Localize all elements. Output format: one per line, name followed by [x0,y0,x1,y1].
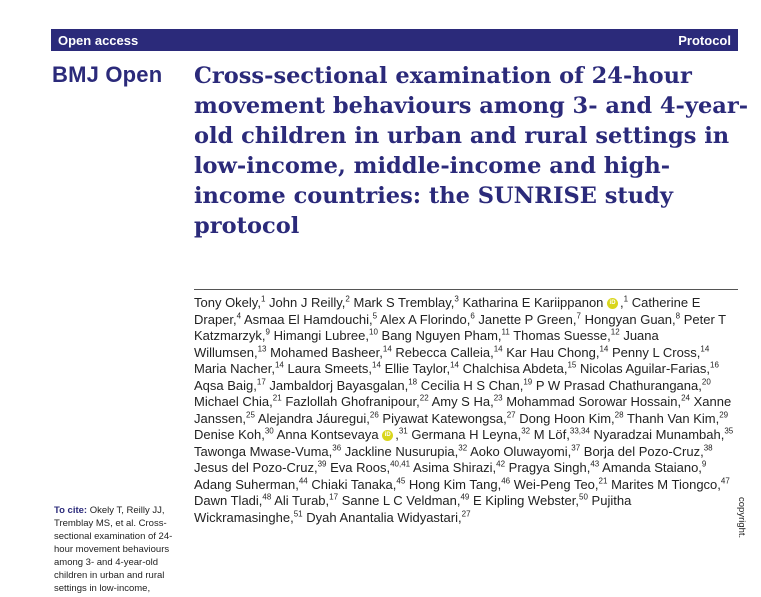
author-entry: Bang Nguyen Pham,$^{11}$ [381,327,510,343]
author-entry: Katharina E Kariippanon iD ,$^1$ [462,294,629,310]
author-name: Ali Turab [274,493,326,508]
affiliation-number: 14 [274,360,284,370]
author-entry: Amy S Ha,$^{23}$ [431,393,503,409]
affiliation-number: 32 [458,443,468,453]
author-name: Sanne L C Veldman [341,493,457,508]
author-entry: Dyah Anantalia Widyastari,$^{27}$ [306,509,471,525]
affiliation-number: 7 [576,311,581,321]
author-entry: Aoko Oluwayomi,$^{37}$ [470,443,581,459]
affiliation-number: 24 [681,393,690,403]
author-name: Dawn Tladi [194,493,259,508]
affiliation-number: 33,34 [569,426,590,436]
affiliation-number: 16 [710,360,719,370]
author-entry: Juana Willumsen,$^{13}$ [194,328,659,360]
author-name: Borja del Pozo-Cruz [583,443,701,459]
author-entry: M Löf,$^{33,34}$ [533,426,590,442]
citation-text: Okely T, Reilly JJ, Tremblay MS, et al. Cross-sectional examination of 24-hour movement behaviours among 3- and 4-year-old children in urban and rural settings in low-income, [54,505,173,594]
affiliation-number: 20 [701,377,711,387]
affiliation-number: 31 [398,426,408,436]
affiliation-number: 29 [719,410,729,420]
author-entry: Kar Hau Chong,$^{14}$ [506,344,609,360]
affiliation-number: 21 [598,476,608,486]
affiliation-number: 6 [470,311,475,321]
author-entry: Nyaradzai Munambah,$^{35}$ [593,426,734,442]
title-divider [194,289,738,290]
citation-label: To cite: [54,505,88,516]
author-name: Hongyan Guan [584,311,673,327]
author-name: P W Prasad Chathurangana [535,377,699,393]
affiliation-number: 51 [293,509,303,519]
author-entry: Cecilia H S Chan,$^{19}$ [420,377,533,393]
author-entry: Michael Chia,$^{21}$ [194,393,282,409]
affiliation-number: 2 [345,294,350,304]
affiliation-number: 11 [501,327,510,337]
author-name: Amanda Staiano [602,460,699,475]
author-entry: Ellie Taylor,$^{14}$ [384,360,459,376]
author-entry: Germana H Leyna,$^{32}$ [411,426,531,442]
author-list [194,295,734,526]
author-name: Xanne Janssen [194,394,732,426]
affiliation-number: 22 [419,393,429,403]
author-name: Tony Okely [194,295,258,310]
author-entry: Jesus del Pozo-Cruz,$^{39}$ [194,459,327,475]
author-entry: Jambaldorj Bayasgalan,$^{18}$ [269,377,418,393]
author-name: Germana H Leyna [411,427,518,442]
author-entry: Wei-Peng Teo,$^{21}$ [513,476,608,492]
author-name: E Kipling Webster [473,493,576,508]
affiliation-number: 4 [236,311,242,321]
author-name: John J Reilly [269,295,342,310]
author-entry: Asmaa El Hamdouchi,$^5$ [244,311,378,327]
protocol-label: Protocol [678,32,731,48]
affiliation-number: 23 [493,393,503,403]
affiliation-number: 15 [567,360,577,370]
author-name: Fazlollah Ghofranipour [285,394,417,409]
affiliation-number: 27 [461,509,471,519]
affiliation-number: 3 [454,294,459,304]
author-name: Laura Smeets [287,361,369,376]
affiliation-number: 14 [493,344,503,354]
author-entry: Thomas Suesse,$^{12}$ [513,327,620,343]
affiliation-number: 25 [246,410,255,420]
author-name: Aqsa Baig [194,377,254,393]
author-name: Pragya Singh [508,460,587,475]
author-name: Marites M Tiongco [611,476,718,492]
affiliation-number: 28 [614,410,624,420]
author-name: Eva Roos [330,460,387,475]
affiliation-number: 48 [262,492,272,502]
affiliation-number: 43 [590,459,600,469]
author-entry: Jackline Nusurupia,$^{32}$ [344,443,468,459]
author-entry: Alejandra Jáuregui,$^{26}$ [257,410,379,426]
author-entry: Chalchisa Abdeta,$^{15}$ [462,360,577,376]
author-name: Michael Chia [194,394,270,409]
author-entry: Mark S Tremblay,$^3$ [353,294,459,310]
author-entry: Dawn Tladi,$^{48}$ [194,492,272,508]
affiliation-number: 26 [369,410,379,420]
author-name: Catherine E Draper [194,295,701,327]
affiliation-number: 46 [501,476,511,486]
author-name: Peter T Katzmarzyk [194,311,726,343]
author-entry: Mohammad Sorowar Hossain,$^{24}$ [506,393,690,409]
affiliation-number: 50 [579,492,588,502]
author-entry: P W Prasad Chathurangana,$^{20}$ [535,377,711,393]
article-title: Cross-sectional examination of 24-hour movement behaviours among 3- and 4-year-old children in urban and rural settings in low-income, middle-income and high-income countries: the SUNRISE study protocol [194,63,749,239]
author-name: Mark S Tremblay [353,295,451,310]
author-name: Chalchisa Abdeta [462,361,564,376]
affiliation-number: 1 [260,294,266,304]
author-entry: Denise Koh,$^{30}$ [194,426,274,442]
author-name: Cecilia H S Chan [420,377,520,393]
author-entry: Laura Smeets,$^{14}$ [287,360,381,376]
affiliation-number: 39 [317,459,327,469]
article-type-banner [51,29,738,51]
affiliation-number: 44 [298,476,308,486]
affiliation-number: 21 [272,393,282,403]
author-name: Penny L Cross [612,344,697,360]
author-name: Jackline Nusurupia [344,443,455,459]
author-name: M Löf [533,427,567,442]
author-name: Nyaradzai Munambah [593,427,721,442]
author-entry: Xanne Janssen,$^{25}$ [194,394,732,426]
affiliation-number: 40,41 [390,459,411,469]
author-name: Anna Kontsevaya [276,427,379,442]
affiliation-number: 9 [265,327,270,337]
author-entry: Himangi Lubree,$^{10}$ [273,327,378,343]
author-entry: Rebecca Calleia,$^{14}$ [395,344,503,360]
author-name: Himangi Lubree [273,328,366,343]
affiliation-number: 12 [610,327,620,337]
author-name: Chiaki Tanaka [311,476,393,492]
affiliation-number: 42 [496,459,506,469]
author-name: Jesus del Pozo-Cruz [194,460,314,475]
author-name: Wei-Peng Teo [513,476,595,492]
affiliation-number: 14 [700,344,710,354]
author-entry: Janette P Green,$^7$ [478,311,581,327]
author-name: Amy S Ha [431,394,491,409]
author-entry: Piyawat Katewongsa,$^{27}$ [382,410,516,426]
author-entry: Peter T Katzmarzyk,$^9$ [194,311,726,343]
affiliation-number: 18 [408,377,418,387]
affiliation-number: 14 [599,344,609,354]
author-name: Denise Koh [194,427,262,442]
author-entry: Hong Kim Tang,$^{46}$ [408,476,511,492]
author-name: Piyawat Katewongsa [382,410,504,426]
open-access-label: Open access [58,32,139,48]
author-entry: Asima Shirazi,$^{42}$ [413,459,506,475]
author-name: Mohamed Basheer [270,344,380,360]
author-entry: Maria Nacher,$^{14}$ [194,360,284,376]
affiliation-number: 14 [382,344,392,354]
author-entry: Pujitha Wickramasinghe,$^{51}$ [194,493,632,525]
author-name: Nicolas Aguilar-Farias [579,361,707,376]
author-entry: Aqsa Baig,$^{17}$ [194,377,266,393]
author-name: Tawonga Mwase-Vuma [194,443,329,459]
author-entry: Penny L Cross,$^{14}$ [612,344,710,360]
affiliation-number: 36 [332,443,342,453]
affiliation-number: 5 [372,311,378,321]
author-entry: E Kipling Webster,$^{50}$ [473,492,588,508]
author-entry: Sanne L C Veldman,$^{49}$ [341,492,470,508]
author-name: Adang Suherman [194,476,296,492]
affiliation-number: 13 [257,344,267,354]
author-name: Juana Willumsen [194,328,659,360]
affiliation-number: 17 [329,492,339,502]
author-name: Aoko Oluwayomi [470,443,568,459]
affiliation-number: 30 [264,426,274,436]
author-name: Asmaa El Hamdouchi [244,311,370,327]
author-entry: Anna Kontsevaya iD ,$^{31}$ [276,426,408,442]
author-entry: Eva Roos,$^{40,41}$ [330,459,411,475]
citation-block [54,504,176,595]
author-name: Dyah Anantalia Widyastari [306,509,458,525]
author-entry: Alex A Florindo,$^6$ [380,311,475,327]
author-entry: Thanh Van Kim,$^{29}$ [626,410,729,426]
author-entry: Amanda Staiano,$^9$ [602,459,707,475]
affiliation-number: 1 [623,294,629,304]
affiliation-number: 35 [724,426,734,436]
author-name: Bang Nguyen Pham [381,328,498,343]
affiliation-number: 32 [521,426,531,436]
affiliation-number: 19 [523,377,533,387]
author-name: Maria Nacher [194,361,272,376]
author-entry: Pragya Singh,$^{43}$ [508,459,600,475]
author-entry: Tony Okely,$^1$ [194,294,266,310]
author-entry: Chiaki Tanaka,$^{45}$ [311,476,406,492]
copyright-side-text: copyright. [736,497,747,539]
affiliation-number: 14 [372,360,381,370]
affiliation-number: 14 [450,360,459,370]
affiliation-number: 37 [571,443,581,453]
affiliation-number: 17 [256,377,266,387]
orcid-icon[interactable]: iD [607,298,618,309]
author-name: Thomas Suesse [513,328,608,343]
author-name: Dong Hoon Kim [519,410,612,426]
affiliation-number: 10 [369,327,378,337]
affiliation-number: 8 [675,311,681,321]
affiliation-number: 45 [396,476,406,486]
affiliation-number: 49 [460,492,470,502]
author-name: Ellie Taylor [384,361,447,376]
orcid-icon[interactable]: iD [382,430,393,441]
author-name: Kar Hau Chong [506,344,596,360]
author-entry: Fazlollah Ghofranipour,$^{22}$ [285,393,429,409]
affiliation-number: 27 [506,410,516,420]
author-entry: Mohamed Basheer,$^{14}$ [270,344,392,360]
author-name: Pujitha Wickramasinghe [194,493,632,525]
author-name: Hong Kim Tang [408,476,498,492]
author-entry: Dong Hoon Kim,$^{28}$ [519,410,624,426]
author-name: Janette P Green [478,311,573,327]
author-name: Mohammad Sorowar Hossain [506,394,678,409]
author-entry: Nicolas Aguilar-Farias,$^{16}$ [579,360,719,376]
author-entry: Ali Turab,$^{17}$ [274,492,339,508]
author-entry: Adang Suherman,$^{44}$ [194,476,308,492]
journal-logo: BMJ Open [52,62,163,87]
author-name: Katharina E Kariippanon [462,295,604,310]
author-entry: John J Reilly,$^2$ [269,294,350,310]
affiliation-number: 9 [701,459,707,469]
author-entry: Marites M Tiongco,$^{47}$ [611,476,730,492]
author-name: Thanh Van Kim [626,410,716,426]
author-name: Alejandra Jáuregui [257,410,367,426]
author-name: Alex A Florindo [380,311,467,327]
author-entry: Tawonga Mwase-Vuma,$^{36}$ [194,443,342,459]
author-entry: Borja del Pozo-Cruz,$^{38}$ [583,443,713,459]
author-name: Rebecca Calleia [395,344,491,360]
author-entry: Catherine E Draper,$^4$ [194,295,701,327]
affiliation-number: 38 [703,443,713,453]
affiliation-number: 47 [720,476,730,486]
author-entry: Hongyan Guan,$^8$ [584,311,681,327]
author-name: Jambaldorj Bayasgalan [269,377,405,393]
author-name: Asima Shirazi [413,460,493,475]
